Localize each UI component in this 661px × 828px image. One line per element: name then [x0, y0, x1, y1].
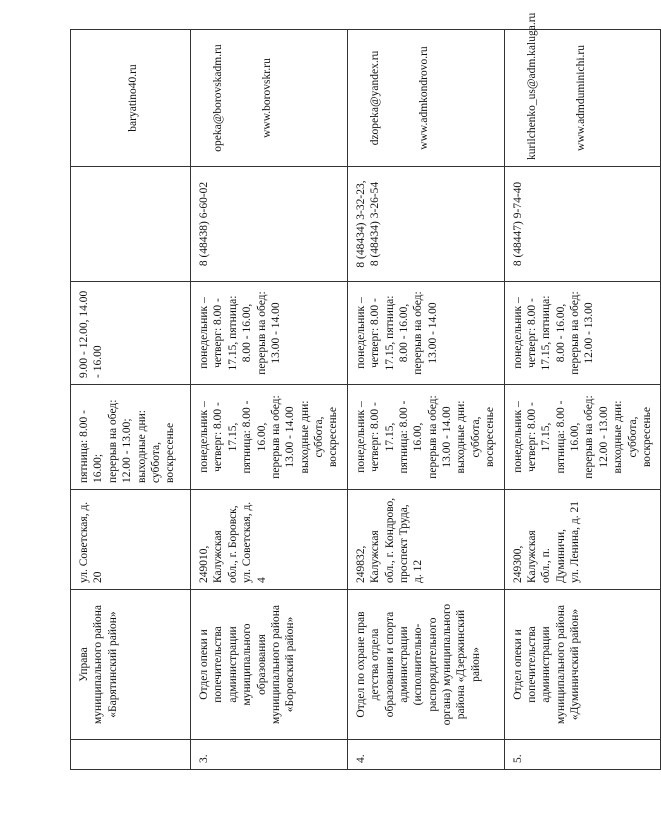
phone: [71, 167, 191, 282]
row-number: 5.: [504, 740, 661, 770]
phone: 8 (48438) 6-60-02: [191, 167, 348, 282]
phone: 8 (48434) 3-32-23, 8 (48434) 3-26-54: [347, 167, 504, 282]
website: www.admkondrovo.ru: [417, 46, 430, 150]
hours-reception: понедельник – четверг: 8.00 - 17.15, пятница: 8.00 - 16.00, перерыв на обед: 13.00 - 14.00: [347, 282, 504, 385]
table-row: [504, 30, 661, 770]
contacts-web: [71, 30, 191, 167]
email: opeka@borovskadm.ru: [212, 44, 225, 152]
contacts-table: [70, 12, 661, 770]
contacts-web: [347, 30, 504, 167]
email: kurilchenko_us@adm.kaluga.ru: [525, 12, 538, 160]
row-number: 3.: [191, 740, 348, 770]
organization-name: Отдел по охране прав детства отдела образования и спорта администрации (исполнительно- распорядительного органа) муниципального района «Дзержинский район»: [347, 590, 504, 740]
hours-general: понедельник – четверг: 8.00 - 17.15, пятница: 8.00 - 16.00, перерыв на обед: 13.00 - 14.00 выходные дни: суббота, воскресенье: [191, 385, 348, 490]
organization-name: Управа муниципального района «Барятинский район»: [71, 590, 191, 740]
hours-reception: понедельник – четверг: 8.00 - 17.15, пятница: 8.00 - 16.00, перерыв на обед: 12.00 - 13.00: [504, 282, 661, 385]
hours-general: пятница: 8.00 - 16.00; перерыв на обед: 12.00 - 13.00; выходные дни: суббота, воскресенье: [71, 385, 191, 490]
contacts-web: [191, 30, 348, 167]
phone: 8 (48447) 9-74-40: [504, 167, 661, 282]
address: 249010, Калужская обл., г. Боровск, ул. Советская, д. 4: [191, 490, 348, 590]
email: dzopeka@yandex.ru: [369, 50, 382, 146]
address: 249832, Калужская обл., г. Кондрово, проспект Труда, д. 12: [347, 490, 504, 590]
website: www.admduminichi.ru: [574, 45, 587, 151]
website: baryatino40.ru: [126, 64, 139, 132]
organization-name: Отдел опеки и попечительства администрации муниципального образования муниципального района «Боровский район»: [191, 590, 348, 740]
hours-general: понедельник – четверг: 8.00 - 17.15, пятница: 8.00 - 16.00, перерыв на обед: 12.00 - 13.00 выходные дни: суббота, воскресенье: [504, 385, 661, 490]
contacts-web: [504, 12, 661, 167]
table-row: [191, 30, 348, 770]
table-row: [71, 30, 191, 770]
website: www.borovskr.ru: [261, 58, 274, 138]
table-row: [347, 30, 504, 770]
row-number: 4.: [347, 740, 504, 770]
address: 249300, Калужская обл., п. Думиничи, ул. Ленина, д. 21: [504, 490, 661, 590]
address: ул. Советская, д. 20: [71, 490, 191, 590]
hours-reception: 9.00 - 12.00, 14.00 - 16.00: [71, 282, 191, 385]
hours-general: понедельник – четверг: 8.00 - 17.15, пятница: 8.00 - 16.00, перерыв на обед: 13.00 - 14.00 выходные дни: суббота, воскресенье: [347, 385, 504, 490]
hours-reception: понедельник – четверг: 8.00 - 17.15, пятница: 8.00 - 16.00, перерыв на обед: 13.00 - 14.00: [191, 282, 348, 385]
rotated-table-wrapper: [70, 12, 653, 770]
row-number: [71, 740, 191, 770]
organization-name: Отдел опеки и попечительства администрации муниципального района «Думиничский район»: [504, 590, 661, 740]
